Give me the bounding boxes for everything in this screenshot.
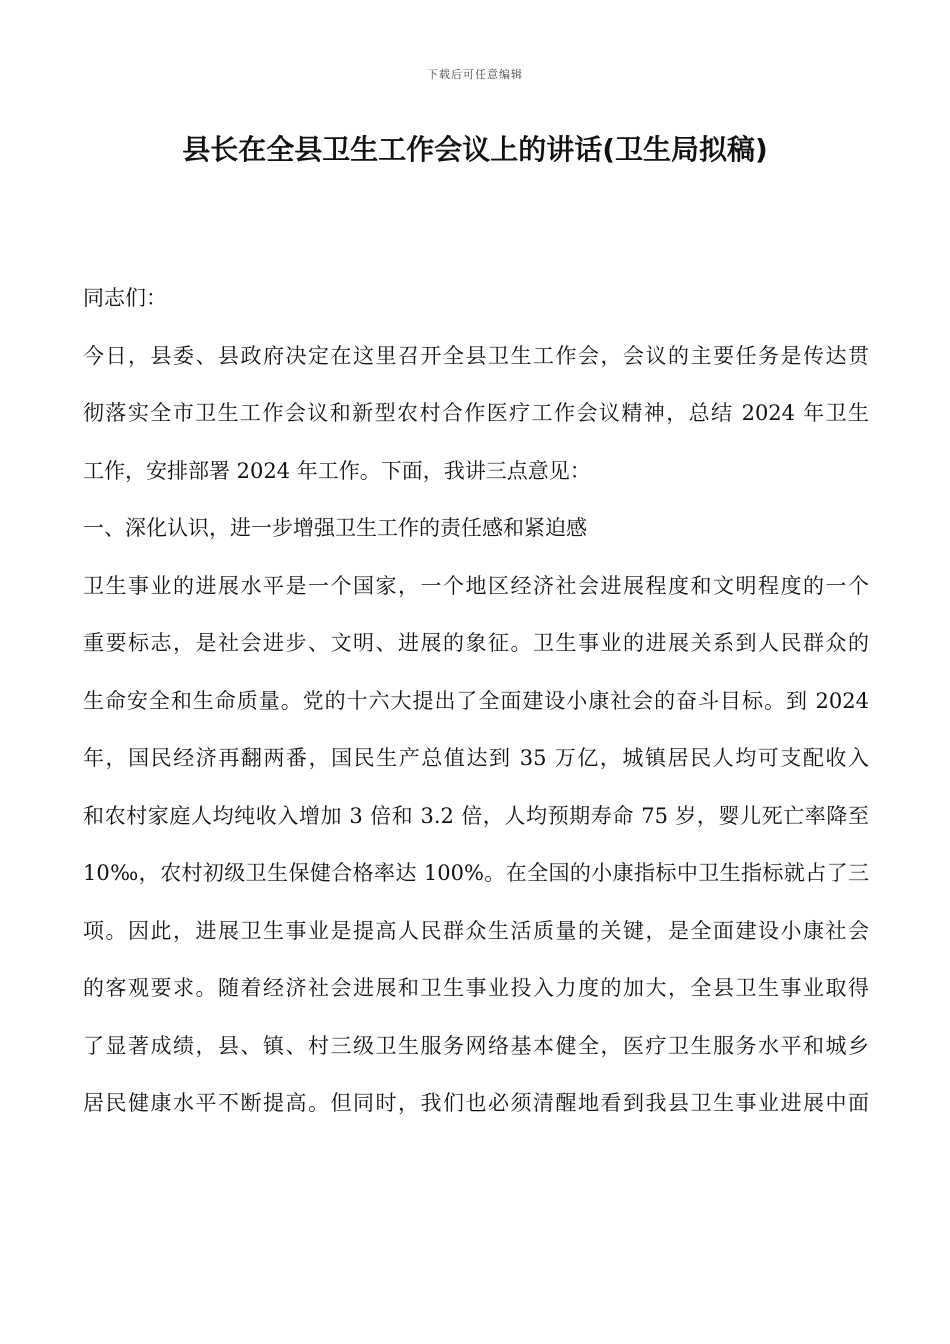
- paragraph-line: 重要标志，是社会进步、文明、进展的象征。卫生事业的进展关系到人民群众的: [83, 631, 869, 655]
- document-body: [83, 270, 869, 1133]
- paragraph-line: 居民健康水平不断提高。但同时，我们也必须清醒地看到我县卫生事业进展中面: [83, 1091, 869, 1115]
- paragraph-intro: [83, 328, 869, 501]
- document-title: 县长在全县卫生工作会议上的讲话(卫生局拟稿): [182, 133, 768, 166]
- paragraph-section1: [83, 558, 869, 1133]
- paragraph-line: 今日，县委、县政府决定在这里召开全县卫生工作会，会议的主要任务是传达贯: [83, 343, 869, 368]
- paragraph-line: 项。因此，进展卫生事业是提高人民群众生活质量的关键，是全面建设小康社会: [83, 918, 869, 943]
- paragraph-line: 了显著成绩，县、镇、村三级卫生服务网络基本健全，医疗卫生服务水平和城乡: [83, 1033, 869, 1058]
- paragraph-line: 10‰，农村初级卫生保健合格率达 100%。在全国的小康指标中卫生指标就占了三: [83, 861, 869, 885]
- paragraph-line: 和农村家庭人均纯收入增加 3 倍和 3.2 倍，人均预期寿命 75 岁，婴儿死亡率降至: [83, 803, 869, 828]
- paragraph-line: 工作，安排部署 2024 年工作。下面，我讲三点意见：: [83, 458, 591, 483]
- paragraph-line: 的客观要求。随着经济社会进展和卫生事业投入力度的加大，全县卫生事业取得: [83, 976, 869, 1000]
- section-heading: 一、深化认识，进一步增强卫生工作的责任感和紧迫感: [83, 516, 587, 540]
- greeting: 同志们：: [83, 286, 167, 310]
- paragraph-line: 卫生事业的进展水平是一个国家，一个地区经济社会进展程度和文明程度的一个: [83, 573, 869, 598]
- paragraph-line: 彻落实全市卫生工作会议和新型农村合作医疗工作会议精神，总结 2024 年卫生: [83, 401, 869, 425]
- header-note: 下载后可任意编辑: [427, 68, 523, 81]
- paragraph-line: 生命安全和生命质量。党的十六大提出了全面建设小康社会的奋斗目标。到 2024: [83, 688, 869, 713]
- paragraph-line: 年，国民经济再翻两番，国民生产总值达到 35 万亿，城镇居民人均可支配收入: [83, 746, 869, 770]
